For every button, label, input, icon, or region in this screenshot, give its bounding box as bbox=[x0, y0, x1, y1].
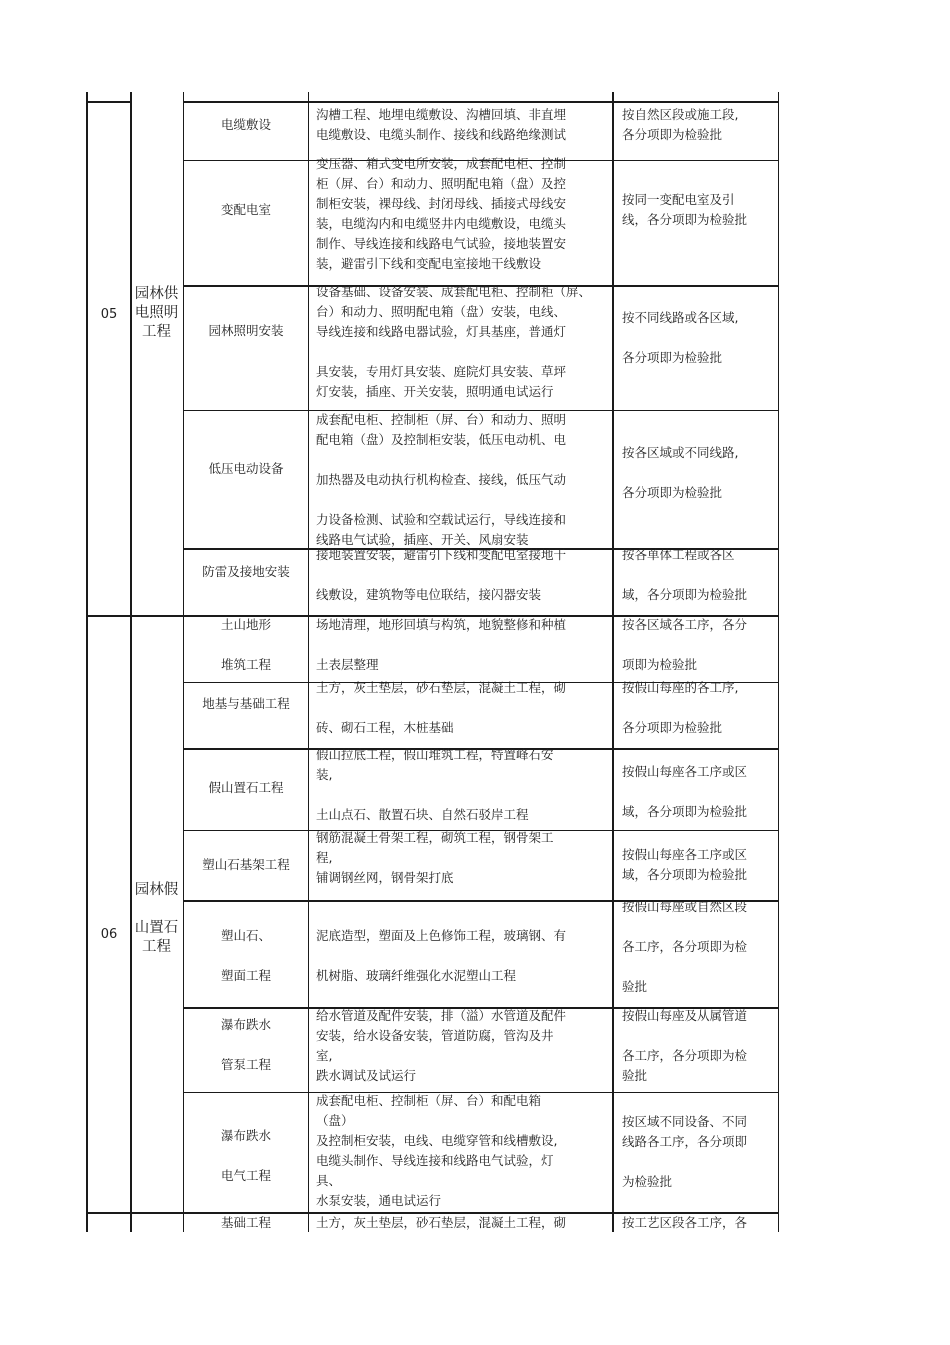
subitem-name: 塑山石基架工程 bbox=[202, 857, 290, 872]
content-cell: 给水管道及配件安装，排（溢）水管道及配件 安装，给水设备安装，管道防腐，管沟及井 室, 跌水调试及试运行 bbox=[316, 1008, 567, 1083]
batch-cell: 按假山每座或自然区段 各工序，各分项即为检 验批 bbox=[622, 899, 748, 994]
batch-cell: 按假山每座各工序或区 域，各分项即为检验批 bbox=[622, 847, 748, 882]
subitem-name: 防雷及接地安装 bbox=[202, 564, 290, 579]
batch-cell: 按区域不同设备、不同 线路各工序，各分项即 为检验批 bbox=[622, 1114, 748, 1189]
subitem-name: 假山置石工程 bbox=[208, 780, 284, 795]
content-cell: 钢筋混凝土骨架工程，砌筑工程，钢骨架工 程, 铺调钢丝网，钢骨架打底 bbox=[316, 830, 554, 885]
subitem-name: 地基与基础工程 bbox=[202, 696, 290, 711]
subitem-name: 土山地形 堆筑工程 bbox=[220, 617, 271, 672]
group-name: 园林供 电照明 工程 bbox=[134, 286, 179, 340]
content-cell: 土方，灰土垫层，砂石垫层，混凝土工程，砌 砖、砌石工程，木桩基础 bbox=[316, 680, 567, 735]
batch-cell: 按各区域或不同线路, 各分项即为检验批 bbox=[622, 445, 739, 500]
group-name: 园林假 山置石 工程 bbox=[134, 882, 179, 955]
content-cell: 假山拉底工程，假山堆筑工程，特置峰石安 装, 土山点石、散置石块、自然石驳岸工程 bbox=[316, 747, 554, 822]
group-number: 06 bbox=[100, 927, 118, 942]
content-cell: 场地清理，地形回填与构筑，地貌整修和种植 土表层整理 bbox=[316, 617, 567, 672]
batch-cell: 按假山每座各工序或区 域，各分项即为检验批 bbox=[622, 764, 748, 819]
content-cell: 设备基础、设备安装、成套配电柜、控制柜（屏、 台）和动力、照明配电箱（盘）安装，电线、 导线连接和线路电器试验，灯具基座，普通灯 具安装，专用灯具安装、庭院灯具安装、草坪 灯安装，插座、开关安装，照明通电试运行 bbox=[316, 284, 592, 399]
content-cell: 变压器、箱式变电所安装，成套配电柜、控制 柜（屏、台）和动力、照明配电箱（盘）及控 制柜安装，裸母线、封闭母线、插接式母线安 装，电缆沟内和电缆竖井内电缆敷设，电缆头 制作、导线连接和线路电气试验，接地装置安 装，避雷引下线和变配电室接地干线敷设 bbox=[316, 156, 567, 271]
content-cell: 成套配电柜、控制柜（屏、台）和动力、照明 配电箱（盘）及控制柜安装，低压电动机、电 加热器及电动执行机构检查、接线，低压气动 力设备检测、试验和空载试运行，导线连接和 线路电气试验，插座、开关、风扇安装 bbox=[316, 412, 567, 547]
subitem-name: 低压电动设备 bbox=[208, 461, 284, 476]
subitem-name: 园林照明安装 bbox=[208, 323, 284, 338]
subitem-name: 电缆敷设 bbox=[220, 117, 271, 132]
batch-cell: 按假山每座的各工序, 各分项即为检验批 bbox=[622, 680, 739, 735]
subitem-name: 瀑布跌水 电气工程 bbox=[220, 1128, 271, 1183]
content-cell: 沟槽工程、地埋电缆敷设、沟槽回填、非直埋 电缆敷设、电缆头制作、接线和线路绝缘测试 bbox=[316, 107, 567, 142]
subitem-name: 基础工程 bbox=[220, 1215, 271, 1230]
batch-cell: 按各单体工程或各区 域，各分项即为检验批 bbox=[622, 547, 748, 602]
group-number: 05 bbox=[100, 307, 118, 322]
batch-cell: 按工艺区段各工序，各 bbox=[622, 1215, 748, 1230]
batch-cell: 按自然区段或施工段, 各分项即为检验批 bbox=[622, 107, 739, 142]
subitem-name: 瀑布跌水 管泵工程 bbox=[220, 1017, 271, 1072]
subitem-name: 塑山石、 塑面工程 bbox=[220, 928, 271, 983]
batch-cell: 按假山每座及从属管道 各工序，各分项即为检 验批 bbox=[622, 1008, 748, 1083]
subitem-name: 变配电室 bbox=[220, 202, 271, 217]
batch-cell: 按不同线路或各区域, 各分项即为检验批 bbox=[622, 310, 739, 365]
batch-cell: 按各区域各工序，各分 项即为检验批 bbox=[622, 617, 748, 672]
content-cell: 泥底造型，塑面及上色修饰工程，玻璃钢、有 机树脂、玻璃纤维强化水泥塑山工程 bbox=[316, 928, 567, 983]
content-cell: 土方，灰土垫层，砂石垫层，混凝土工程，砌 bbox=[316, 1215, 567, 1230]
content-cell: 成套配电柜、控制柜（屏、台）和配电箱 （盘） 及控制柜安装，电线、电缆穿管和线槽敷设, 电缆头制作、导线连接和线路电气试验，灯 具、 水泵安装，通电试运行 bbox=[316, 1093, 558, 1208]
content-cell: 接地装置安装，避雷引下线和变配电室接地干 线敷设，建筑物等电位联结，接闪器安装 bbox=[316, 547, 567, 602]
batch-cell: 按同一变配电室及引 线，各分项即为检验批 bbox=[622, 192, 748, 227]
